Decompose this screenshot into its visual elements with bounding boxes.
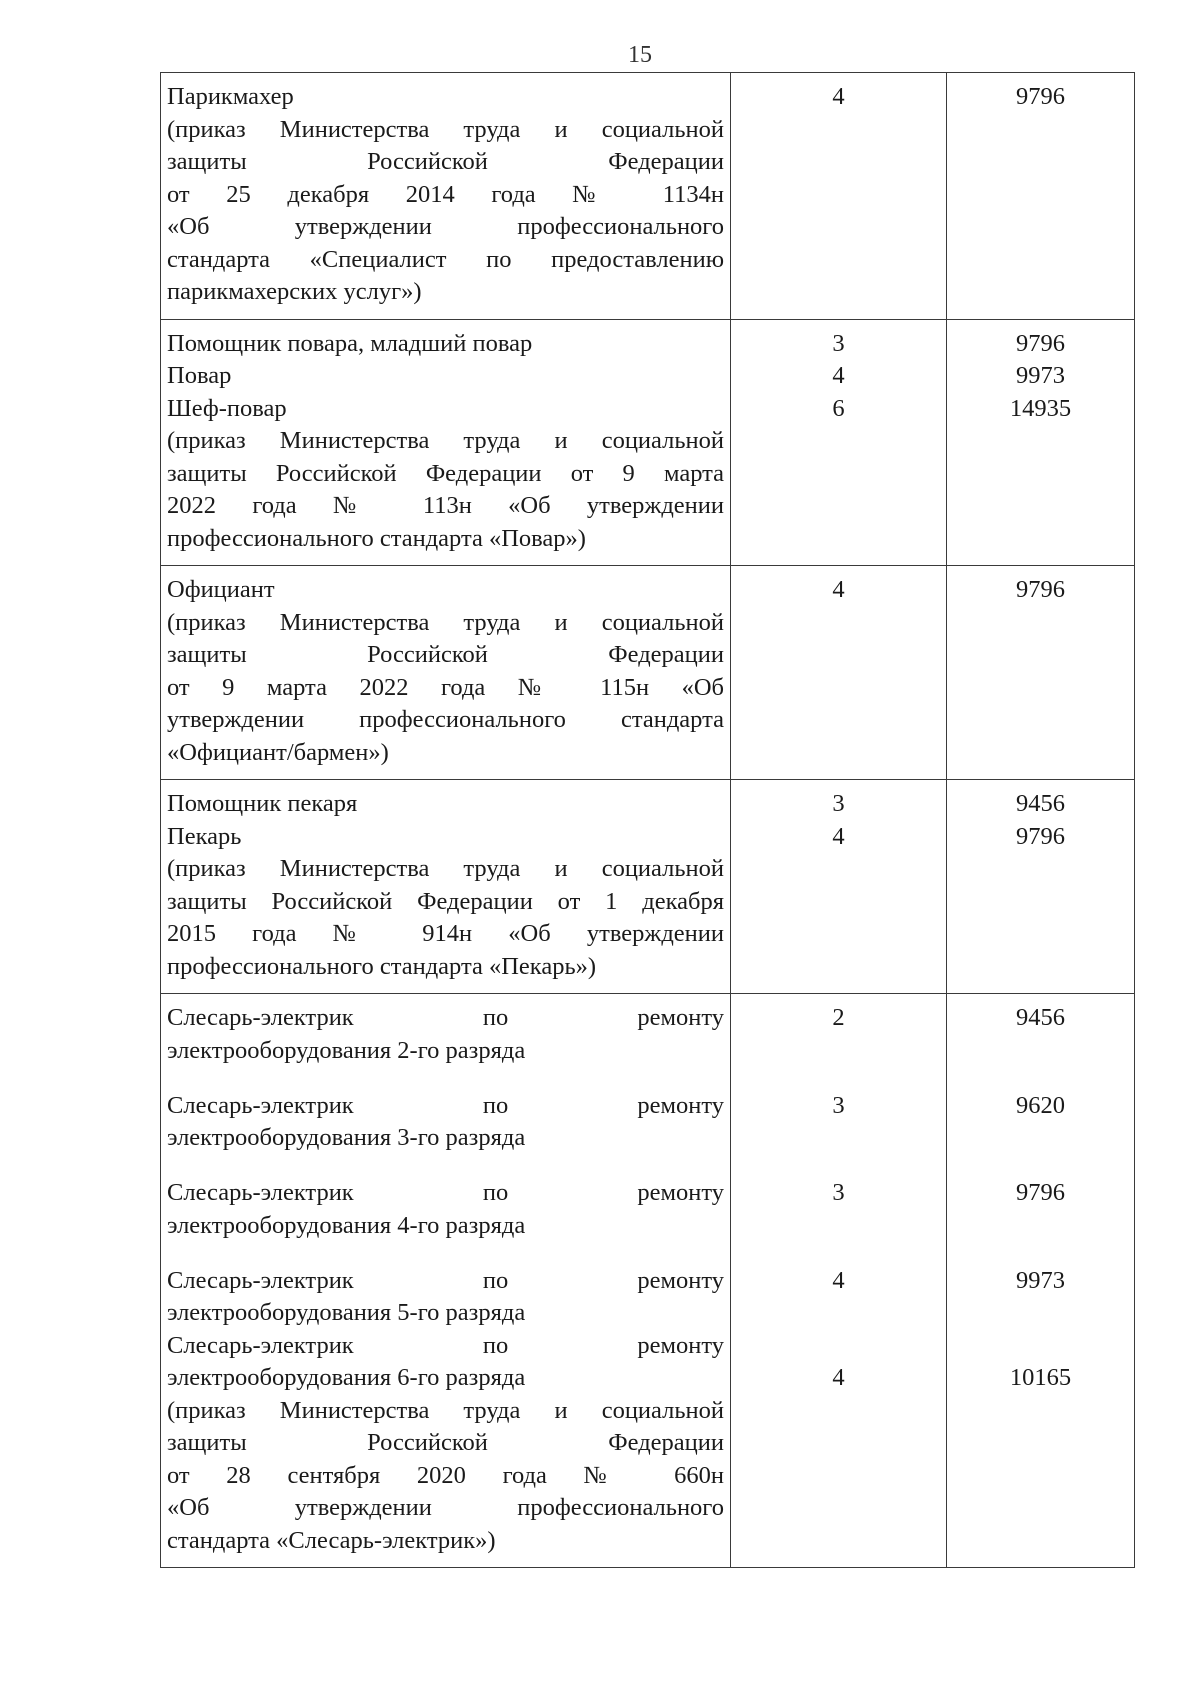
order-text-line: профессионального стандарта «Пекарь») (167, 952, 597, 980)
order-text-line: защиты Российской Федерации от 9 марта (167, 459, 724, 487)
order-text-line: (приказ Министерства труда и социальной (167, 1396, 724, 1424)
profession-name: Парикмахер (167, 83, 294, 110)
profession-cell (161, 566, 731, 780)
order-text-line: (приказ Министерства труда и социальной (167, 427, 724, 454)
profession-name: Повар (167, 362, 232, 389)
qualification-level: 4 (832, 822, 845, 850)
qualification-level: 4 (832, 1266, 845, 1294)
salary-value: 9456 (1016, 790, 1065, 817)
profession-cell (161, 780, 731, 994)
page-number: 15 (628, 42, 652, 68)
order-text-line: защиты Российской Федерации (167, 148, 724, 175)
qualification-level-cell (731, 319, 947, 566)
salary-value: 9796 (1016, 822, 1065, 850)
profession-name: Слесарь-электрик по ремонту (167, 1091, 724, 1119)
salary-cell (947, 319, 1135, 566)
qualification-level: 3 (832, 790, 845, 817)
salary-value: 9796 (1016, 576, 1065, 603)
qualification-level-cell (731, 566, 947, 780)
order-text-line: парикмахерских услуг») (167, 278, 422, 305)
order-text-line: «Официант/бармен») (167, 738, 389, 766)
qualification-level-cell (731, 73, 947, 320)
salary-value: 14935 (1009, 394, 1072, 422)
qualification-level: 2 (832, 1004, 845, 1031)
qualification-level-cell (731, 994, 947, 1568)
qualification-level: 3 (832, 1091, 845, 1119)
order-text-line: защиты Российской Федерации от 1 декабря (167, 887, 724, 915)
salary-value: 9973 (1016, 362, 1065, 389)
salary-value: 9456 (1016, 1004, 1065, 1031)
qualification-level: 4 (832, 83, 845, 110)
table-row (161, 319, 1135, 566)
order-text-line: от 25 декабря 2014 года № 1134н (167, 180, 724, 208)
qualification-level: 4 (832, 576, 845, 603)
qualification-table (160, 72, 1135, 1568)
salary-value: 10165 (1009, 1364, 1072, 1391)
order-text-line: (приказ Министерства труда и социальной (167, 608, 724, 636)
profession-name: Помощник пекаря (167, 790, 358, 817)
order-text-line: «Об утверждении профессионального (167, 213, 724, 240)
order-text-line: профессионального стандарта «Повар») (167, 524, 586, 552)
profession-cell (161, 319, 731, 566)
profession-name: Пекарь (167, 822, 242, 850)
salary-value: 9796 (1016, 83, 1065, 110)
salary-value: 9796 (1016, 1179, 1065, 1206)
order-text-line: стандарта «Специалист по предоставлению (167, 245, 724, 273)
order-text-line: защиты Российской Федерации (167, 1429, 724, 1456)
qualification-level: 4 (832, 362, 845, 389)
profession-name: электрооборудования 5-го разряда (167, 1299, 526, 1326)
profession-name: Помощник повара, младший повар (167, 329, 533, 357)
table-row (161, 780, 1135, 994)
profession-name: Слесарь-электрик по ремонту (167, 1004, 724, 1031)
profession-name: электрооборудования 3-го разряда (167, 1124, 526, 1151)
qualification-level: 4 (832, 1364, 845, 1391)
salary-value: 9973 (1016, 1266, 1065, 1294)
order-text-line: стандарта «Слесарь-электрик») (167, 1526, 496, 1554)
table-row (161, 994, 1135, 1568)
table-row (161, 73, 1135, 320)
profession-name: Слесарь-электрик по ремонту (167, 1179, 724, 1206)
salary-cell (947, 994, 1135, 1568)
qualification-level: 3 (832, 329, 845, 357)
order-text-line: защиты Российской Федерации (167, 641, 724, 668)
salary-value: 9620 (1016, 1091, 1065, 1119)
salary-value: 9796 (1016, 329, 1065, 357)
qualification-level-cell (731, 780, 947, 994)
profession-name: Слесарь-электрик по ремонту (167, 1266, 724, 1294)
salary-cell (947, 780, 1135, 994)
profession-name: Официант (167, 576, 275, 603)
profession-name: электрооборудования 6-го разряда (167, 1364, 526, 1391)
profession-name: электрооборудования 2-го разряда (167, 1036, 526, 1064)
order-text-line: от 28 сентября 2020 года № 660н (167, 1461, 724, 1489)
order-text-line: (приказ Министерства труда и социальной (167, 115, 724, 143)
order-text-line: 2022 года № 113н «Об утверждении (167, 492, 724, 519)
profession-name: электрооборудования 4-го разряда (167, 1211, 526, 1239)
order-text-line: 2015 года № 914н «Об утверждении (167, 920, 724, 947)
qualification-level: 3 (832, 1179, 845, 1206)
salary-cell (947, 73, 1135, 320)
table-row (161, 566, 1135, 780)
salary-cell (947, 566, 1135, 780)
order-text-line: (приказ Министерства труда и социальной (167, 855, 724, 882)
profession-cell (161, 73, 731, 320)
profession-cell (161, 994, 731, 1568)
order-text-line: утверждении профессионального стандарта (167, 706, 724, 733)
order-text-line: от 9 марта 2022 года № 115н «Об (167, 673, 724, 701)
order-text-line: «Об утверждении профессионального (167, 1494, 724, 1521)
profession-name: Шеф-повар (167, 394, 287, 422)
qualification-level: 6 (832, 394, 845, 422)
profession-name: Слесарь-электрик по ремонту (167, 1331, 724, 1359)
